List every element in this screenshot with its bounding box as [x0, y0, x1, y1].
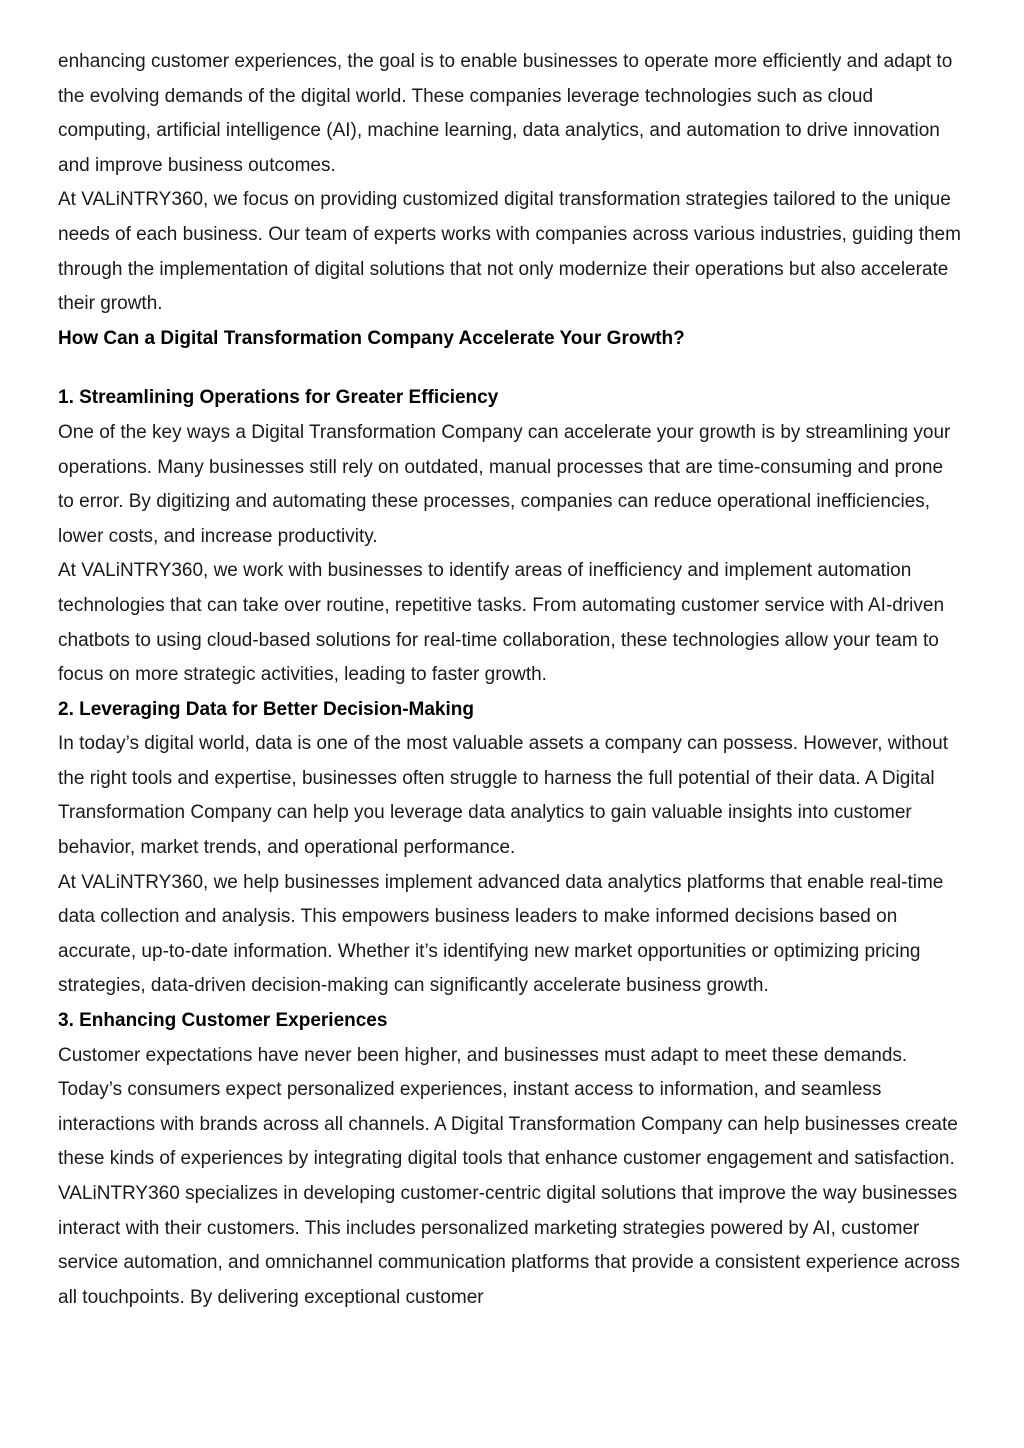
intro-paragraph: enhancing customer experiences, the goal is to enable businesses to operate more efficiently and adapt to the evolving demands of the digital world. These companies leverage technologies such as cloud computing, artificial intelligence (AI), machine learning, data analytics, and automation to drive innovation and improve business outcomes.: [58, 51, 953, 176]
section-3-paragraph-1: Customer expectations have never been higher, and businesses must adapt to meet these demands. Today’s consumers expect personalized experiences, instant access to information, and seamless interactions with brands across all channels. A Digital Transformation Company can help businesses create these kinds of experiences by integrating digital tools that enhance customer engagement and satisfaction.: [58, 1044, 958, 1170]
section-3-paragraph-2: VALiNTRY360 specializes in developing customer-centric digital solutions that improve the way businesses interact with their customers. This includes personalized marketing strategies powered by AI, customer service automation, and omnichannel communication platforms that provide a consistent experience across all touchpoints. By delivering exceptional customer: [58, 1183, 960, 1308]
document-page: [58, 45, 963, 1315]
valintry-intro-paragraph: At VALiNTRY360, we focus on providing customized digital transformation strategies tailored to the unique needs of each business. Our team of experts works with companies across various industries, guiding them through the implementation of digital solutions that not only modernize their operations but also accelerate their growth.: [58, 189, 961, 315]
section-3-heading: 3. Enhancing Customer Experiences: [58, 1010, 388, 1032]
section-2-heading: 2. Leveraging Data for Better Decision-Making: [58, 698, 474, 720]
section-1-paragraph-1: One of the key ways a Digital Transformation Company can accelerate your growth is by streamlining your operations. Many businesses still rely on outdated, manual processes that are time-consuming and prone to error. By digitizing and automating these processes, companies can reduce operational inefficiencies, lower costs, and increase productivity.: [58, 421, 951, 547]
section-1-paragraph-2: At VALiNTRY360, we work with businesses to identify areas of inefficiency and implement automation technologies that can take over routine, repetitive tasks. From automating customer service with AI-driven chatbots to using cloud-based solutions for real-time collaboration, these technologies allow your team to focus on more strategic activities, leading to faster growth.: [58, 560, 945, 686]
section-2-paragraph-2: At VALiNTRY360, we help businesses implement advanced data analytics platforms that enable real-time data collection and analysis. This empowers business leaders to make informed decisions based on accurate, up-to-date information. Whether it’s identifying new market opportunities or optimizing pricing strategies, data-driven decision-making can significantly accelerate business growth.: [58, 871, 944, 997]
section-2-paragraph-1: In today’s digital world, data is one of the most valuable assets a company can possess. However, without the right tools and expertise, businesses often struggle to harness the full potential of their data. A Digital Transformation Company can help you leverage data analytics to gain valuable insights into customer behavior, market trends, and operational performance.: [58, 733, 948, 859]
spacer: [58, 356, 963, 381]
main-heading: How Can a Digital Transformation Company Accelerate Your Growth?: [58, 327, 685, 349]
section-1-heading: 1. Streamlining Operations for Greater Efficiency: [58, 387, 499, 409]
